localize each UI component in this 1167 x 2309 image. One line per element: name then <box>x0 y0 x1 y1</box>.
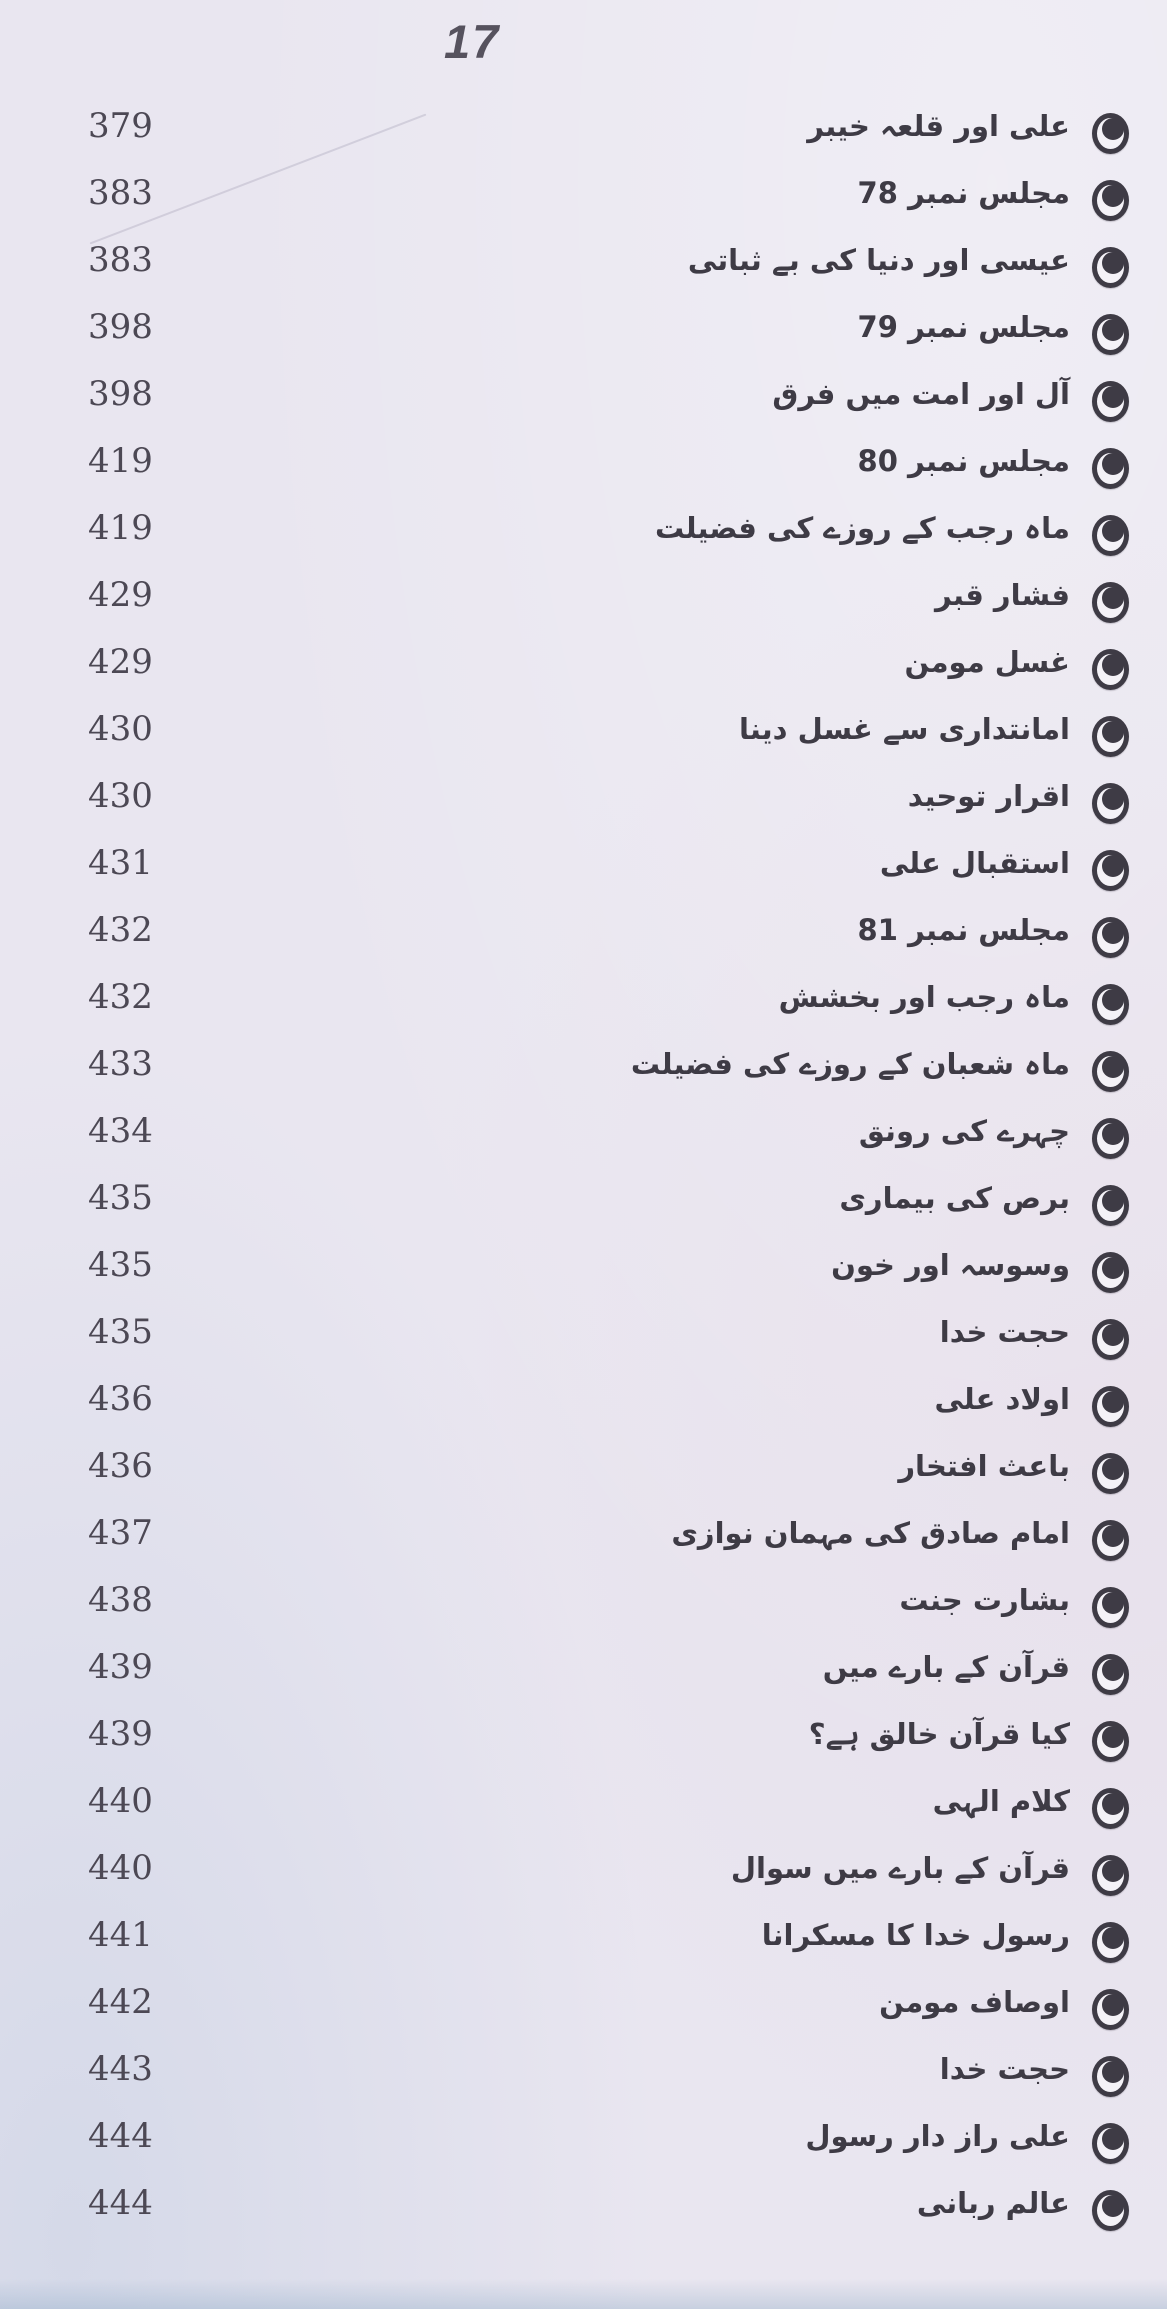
crescent-bullet-icon <box>1092 515 1129 556</box>
toc-entry <box>934 1370 1129 1427</box>
toc-entry-title: برص کی بیماری <box>839 1180 1070 1215</box>
toc-entry-title: چہرے کی رونق <box>858 1113 1070 1148</box>
toc-row <box>0 963 1167 1030</box>
toc-entry-title: اوصاف مومن <box>879 1984 1070 2019</box>
toc-entry-title: بشارت جنت <box>899 1582 1070 1617</box>
toc-entry <box>940 1303 1129 1360</box>
toc-row <box>0 427 1167 494</box>
toc-entry <box>831 1236 1129 1293</box>
toc-entry-title: رسول خدا کا مسکرانا <box>761 1917 1070 1952</box>
toc-page-number: 430 <box>88 708 153 749</box>
toc-entry <box>908 767 1129 824</box>
toc-entry <box>898 1437 1129 1494</box>
toc-entry-title: مجلس نمبر 80 <box>857 443 1070 478</box>
toc-entry-title: کیا قرآن خالق ہے؟ <box>808 1716 1070 1751</box>
toc-page-number: 436 <box>88 1445 153 1486</box>
toc-entry-title: امام صادق کی مہمان نوازی <box>671 1515 1070 1550</box>
toc-entry <box>731 1839 1129 1896</box>
crescent-bullet-icon <box>1092 783 1129 824</box>
toc-entry <box>880 834 1129 891</box>
crescent-bullet-icon <box>1092 180 1129 221</box>
crescent-bullet-icon <box>1092 247 1129 288</box>
toc-entry-title: عیسی اور دنیا کی بے ثباتی <box>687 242 1070 277</box>
toc-row <box>0 1633 1167 1700</box>
crescent-bullet-icon <box>1092 1922 1129 1963</box>
toc-entry <box>935 566 1129 623</box>
toc-entry <box>917 2174 1129 2231</box>
toc-row <box>0 2102 1167 2169</box>
toc-page-number: 440 <box>88 1780 153 1821</box>
toc-entry-title: مجلس نمبر 78 <box>857 175 1070 210</box>
toc-row <box>0 1901 1167 1968</box>
toc-entry-title: ماہ شعبان کے روزے کی فضیلت <box>630 1046 1070 1081</box>
toc-entry <box>671 1504 1129 1561</box>
toc-page-number: 429 <box>88 641 153 682</box>
toc-page-number: 438 <box>88 1579 153 1620</box>
toc-entry-title: اقرار توحید <box>907 778 1070 813</box>
toc-row <box>0 1097 1167 1164</box>
crescent-bullet-icon <box>1092 1721 1129 1762</box>
toc-entry <box>858 432 1129 489</box>
toc-page-number: 444 <box>88 2182 153 2223</box>
toc-entry-title: ماہ رجب کے روزے کی فضیلت <box>654 510 1070 545</box>
toc-row <box>0 1365 1167 1432</box>
toc-page-number: 435 <box>88 1177 153 1218</box>
table-of-contents <box>0 92 1167 2236</box>
crescent-bullet-icon <box>1092 314 1129 355</box>
crescent-bullet-icon <box>1092 649 1129 690</box>
toc-page-number: 439 <box>88 1713 153 1754</box>
toc-page-number: 439 <box>88 1646 153 1687</box>
crescent-bullet-icon <box>1092 1788 1129 1829</box>
crescent-bullet-icon <box>1092 113 1129 154</box>
toc-page-number: 432 <box>88 976 153 1017</box>
toc-entry <box>779 968 1129 1025</box>
toc-entry <box>858 901 1129 958</box>
toc-page-number: 440 <box>88 1847 153 1888</box>
toc-entry <box>631 1035 1129 1092</box>
toc-page-number: 434 <box>88 1110 153 1151</box>
toc-row <box>0 226 1167 293</box>
toc-row <box>0 1499 1167 1566</box>
toc-page-number: 429 <box>88 574 153 615</box>
toc-row <box>0 628 1167 695</box>
toc-entry-title: حجت خدا <box>939 2051 1070 2086</box>
toc-entry <box>905 633 1130 690</box>
toc-page-number: 419 <box>88 440 153 481</box>
toc-row <box>0 1566 1167 1633</box>
toc-entry-title: کلام الہی <box>932 1783 1070 1818</box>
toc-page-number: 419 <box>88 507 153 548</box>
crescent-bullet-icon <box>1092 2056 1129 2097</box>
toc-entry <box>858 298 1129 355</box>
toc-row <box>0 561 1167 628</box>
toc-page-number: 398 <box>88 306 153 347</box>
crescent-bullet-icon <box>1092 1118 1129 1159</box>
toc-page-number: 435 <box>88 1311 153 1352</box>
toc-row <box>0 360 1167 427</box>
crescent-bullet-icon <box>1092 1855 1129 1896</box>
toc-row <box>0 1164 1167 1231</box>
crescent-bullet-icon <box>1092 1453 1129 1494</box>
toc-entry <box>688 231 1129 288</box>
toc-entry <box>858 164 1129 221</box>
toc-entry <box>899 1571 1129 1628</box>
crescent-bullet-icon <box>1092 1386 1129 1427</box>
toc-entry-title: قرآن کے بارے میں <box>822 1649 1070 1684</box>
toc-page-number: 431 <box>88 842 153 883</box>
toc-row <box>0 1030 1167 1097</box>
toc-entry-title: استقبال علی <box>879 845 1070 880</box>
crescent-bullet-icon <box>1092 2190 1129 2231</box>
toc-row <box>0 1968 1167 2035</box>
toc-entry-title: قرآن کے بارے میں سوال <box>730 1850 1070 1885</box>
toc-row <box>0 293 1167 360</box>
toc-page-number: 444 <box>88 2115 153 2156</box>
toc-entry <box>805 2107 1129 2164</box>
toc-row <box>0 1298 1167 1365</box>
toc-entry-title: باعث افتخار <box>898 1448 1070 1483</box>
toc-row <box>0 1834 1167 1901</box>
toc-row <box>0 896 1167 963</box>
toc-entry-title: علی راز دار رسول <box>805 2118 1070 2153</box>
crescent-bullet-icon <box>1092 381 1129 422</box>
toc-entry-title: مجلس نمبر 79 <box>857 309 1070 344</box>
toc-page-number: 379 <box>88 105 153 146</box>
crescent-bullet-icon <box>1092 1252 1129 1293</box>
crescent-bullet-icon <box>1092 716 1129 757</box>
toc-entry-title: مجلس نمبر 81 <box>857 912 1070 947</box>
toc-page-number: 383 <box>88 239 153 280</box>
crescent-bullet-icon <box>1092 850 1129 891</box>
toc-page-number: 432 <box>88 909 153 950</box>
toc-entry-title: امانتداری سے غسل دینا <box>739 711 1070 746</box>
toc-entry-title: عالم ربانی <box>916 2185 1070 2220</box>
toc-entry <box>807 97 1129 154</box>
crescent-bullet-icon <box>1092 582 1129 623</box>
toc-page-number: 443 <box>88 2048 153 2089</box>
toc-entry-title: آل اور امت میں فرق <box>772 376 1070 411</box>
toc-row <box>0 92 1167 159</box>
toc-page-number: 437 <box>88 1512 153 1553</box>
toc-row <box>0 1432 1167 1499</box>
toc-entry-title: حجت خدا <box>939 1314 1070 1349</box>
toc-entry <box>859 1102 1129 1159</box>
toc-entry <box>839 1169 1129 1226</box>
crescent-bullet-icon <box>1092 1185 1129 1226</box>
toc-entry-title: غسل مومن <box>904 644 1070 679</box>
toc-entry <box>879 1973 1129 2030</box>
toc-entry <box>933 1772 1129 1829</box>
toc-row <box>0 762 1167 829</box>
toc-entry <box>739 700 1129 757</box>
toc-entry-title: ماہ رجب اور بخشش <box>778 979 1070 1014</box>
toc-page-number: 398 <box>88 373 153 414</box>
toc-entry <box>809 1705 1129 1762</box>
toc-entry <box>823 1638 1129 1695</box>
toc-entry-title: وسوسہ اور خون <box>831 1247 1070 1282</box>
toc-entry-title: علی اور قلعہ خیبر <box>807 108 1070 143</box>
toc-entry <box>655 499 1129 556</box>
toc-page-number: 383 <box>88 172 153 213</box>
crescent-bullet-icon <box>1092 2123 1129 2164</box>
toc-entry-title: فشار قبر <box>934 577 1070 612</box>
toc-row <box>0 2169 1167 2236</box>
toc-entry <box>940 2040 1129 2097</box>
toc-row <box>0 159 1167 226</box>
toc-row <box>0 829 1167 896</box>
toc-page-number: 433 <box>88 1043 153 1084</box>
toc-row <box>0 695 1167 762</box>
crescent-bullet-icon <box>1092 1520 1129 1561</box>
toc-entry-title: اولاد علی <box>934 1381 1070 1416</box>
page-number-header: 17 <box>444 15 501 68</box>
crescent-bullet-icon <box>1092 1319 1129 1360</box>
toc-page-number: 442 <box>88 1981 153 2022</box>
crescent-bullet-icon <box>1092 1051 1129 1092</box>
toc-row <box>0 1231 1167 1298</box>
toc-entry <box>762 1906 1129 1963</box>
toc-page-number: 436 <box>88 1378 153 1419</box>
crescent-bullet-icon <box>1092 917 1129 958</box>
toc-row <box>0 1700 1167 1767</box>
toc-row <box>0 494 1167 561</box>
toc-row <box>0 2035 1167 2102</box>
toc-entry <box>772 365 1129 422</box>
toc-row <box>0 1767 1167 1834</box>
toc-page-number: 441 <box>88 1914 153 1955</box>
crescent-bullet-icon <box>1092 448 1129 489</box>
crescent-bullet-icon <box>1092 1989 1129 2030</box>
crescent-bullet-icon <box>1092 984 1129 1025</box>
crescent-bullet-icon <box>1092 1654 1129 1695</box>
toc-page-number: 435 <box>88 1244 153 1285</box>
crescent-bullet-icon <box>1092 1587 1129 1628</box>
toc-page-number: 430 <box>88 775 153 816</box>
